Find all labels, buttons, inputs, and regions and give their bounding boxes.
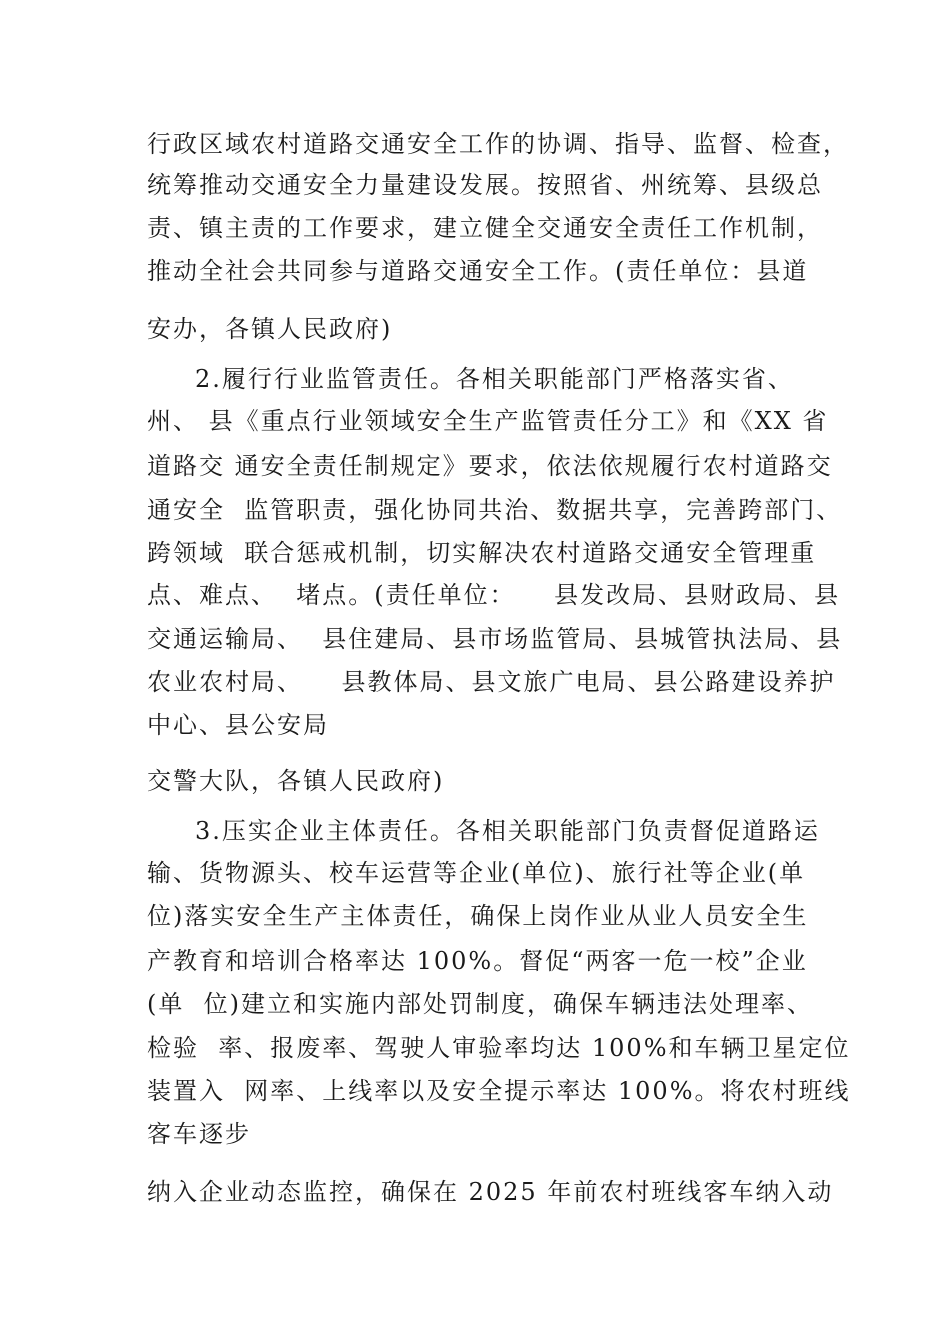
- section-heading-line: 2.履行行业监管责任。各相关职能部门严格落实省、: [195, 365, 794, 393]
- text-line: 位)落实安全生产主体责任，确保上岗作业从业人员安全生: [147, 902, 809, 930]
- text-line: 交警大队，各镇人民政府): [147, 767, 445, 795]
- text-line: 客车逐步: [147, 1120, 251, 1148]
- text-line: 跨领域 联合惩戒机制，切实解决农村道路交通安全管理重: [147, 539, 817, 567]
- text-line: 点、难点、 堵点。(责任单位： 县发改局、县财政局、县: [147, 581, 841, 609]
- text-line: 农业农村局、 县教体局、县文旅广电局、县公路建设养护: [147, 668, 836, 696]
- text-line: 输、货物源头、校车运营等企业(单位)、旅行社等企业(单: [147, 859, 806, 887]
- text-line: 检验 率、报废率、驾驶人审验率均达 100%和车辆卫星定位: [147, 1034, 851, 1062]
- text-line: 行政区域农村道路交通安全工作的协调、指导、监督、检查，: [147, 130, 849, 158]
- text-line: 道路交 通安全责任制规定》要求，依法依规履行农村道路交: [147, 452, 833, 480]
- text-line: 责、镇主责的工作要求，建立健全交通安全责任工作机制，: [147, 214, 823, 242]
- text-line: 通安全 监管职责，强化协同共治、数据共享，完善跨部门、: [147, 496, 843, 524]
- text-line: 纳入企业动态监控，确保在 2025 年前农村班线客车纳入动: [147, 1178, 834, 1206]
- text-line: 装置入 网率、上线率以及安全提示率达 100%。将农村班线: [147, 1077, 851, 1105]
- section-heading-line: 3.压实企业主体责任。各相关职能部门负责督促道路运: [195, 817, 820, 845]
- text-line: 州、 县《重点行业领域安全生产监管责任分工》和《XX 省: [147, 407, 829, 435]
- text-line: (单 位)建立和实施内部处罚制度，确保车辆违法处理率、: [147, 990, 813, 1018]
- text-line: 推动全社会共同参与道路交通安全工作。(责任单位：县道: [147, 257, 809, 285]
- text-line: 中心、县公安局: [147, 711, 329, 739]
- text-line: 安办，各镇人民政府): [147, 315, 393, 343]
- text-line: 统筹推动交通安全力量建设发展。按照省、州统筹、县级总: [147, 171, 823, 199]
- text-line: 产教育和培训合格率达 100%。督促“两客一危一校”企业: [147, 947, 808, 975]
- text-line: 交通运输局、 县住建局、县市场监管局、县城管执法局、县: [147, 625, 843, 653]
